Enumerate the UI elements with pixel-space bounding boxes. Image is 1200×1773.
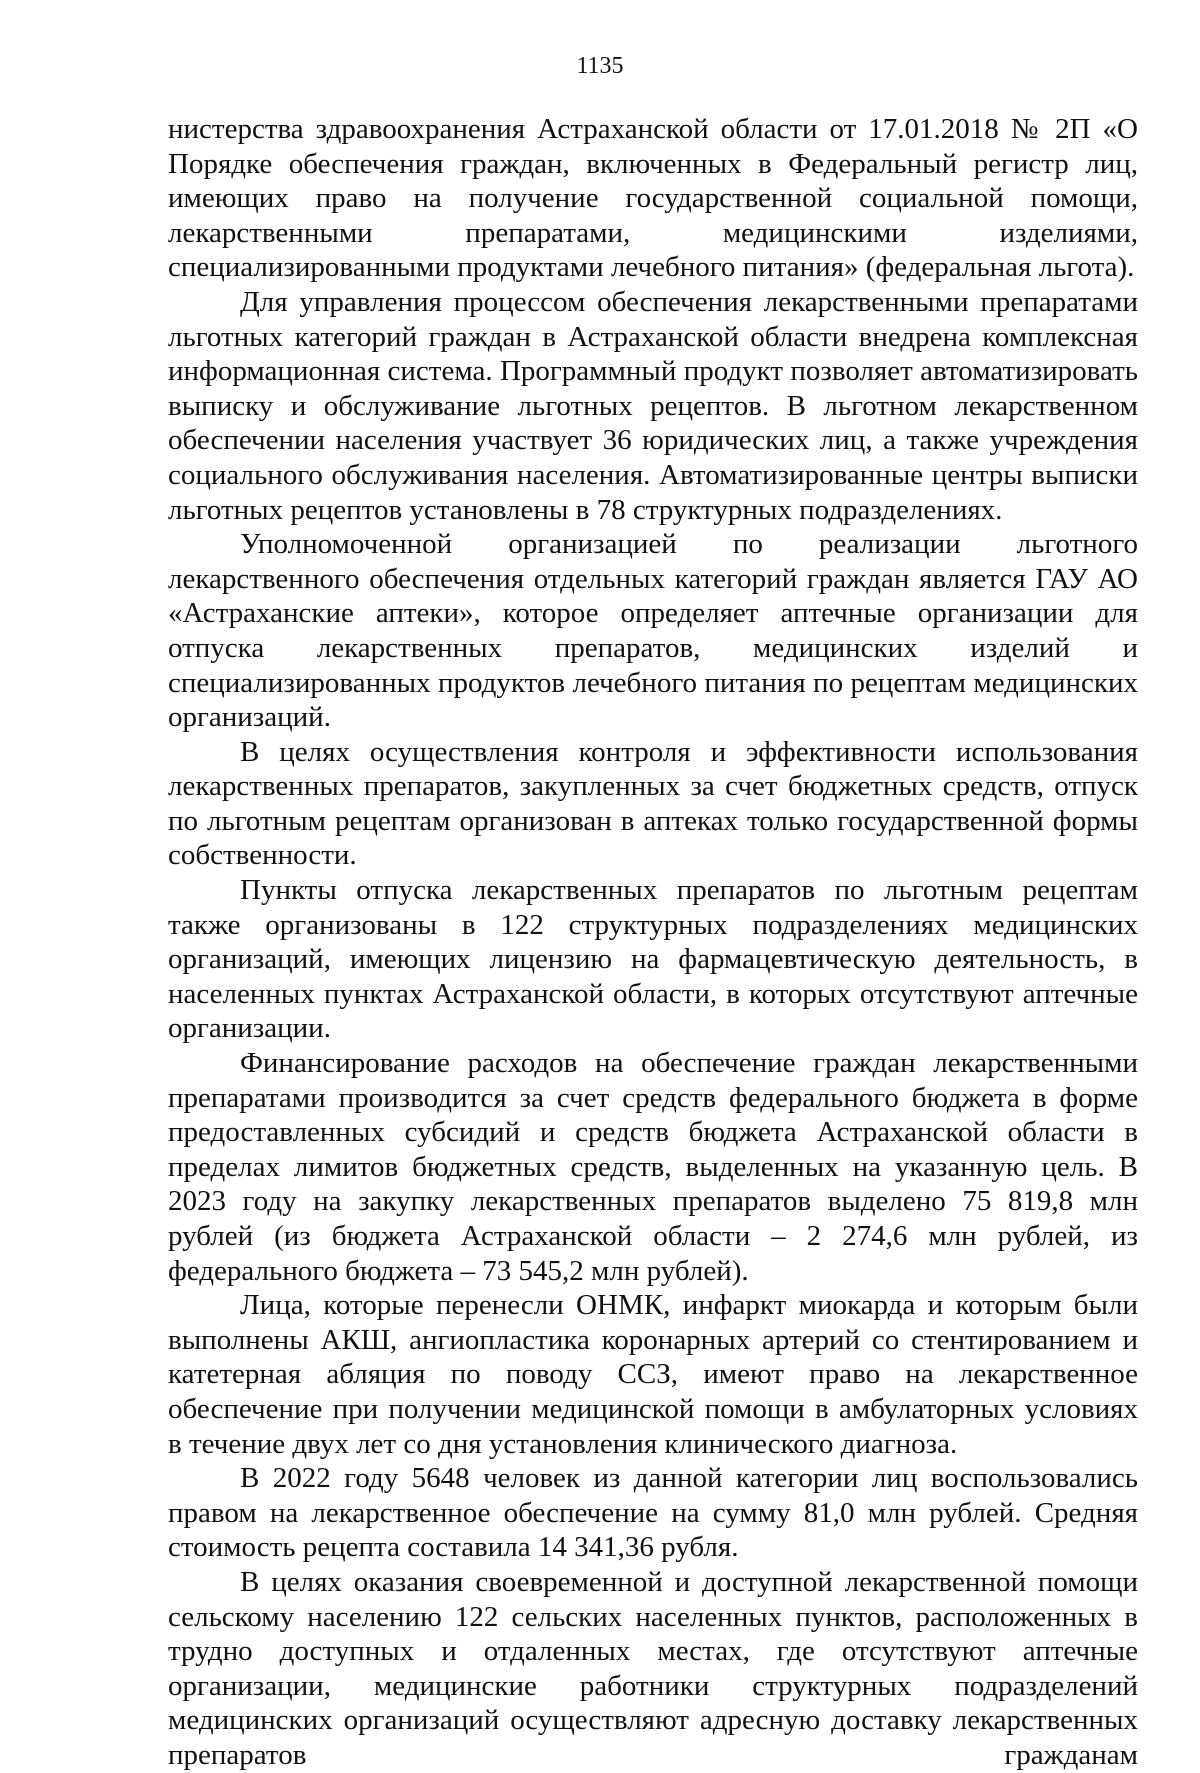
paragraph-5: Пункты отпуска лекарственных препаратов по льготным рецептам также организованы в 122 структурных подразделениях медицинских организаций, имеющих лицензию на фармацевтическую деятельность, в населенных пунктах Астраханской области, в которых отсутствуют аптечные организации. [168,874,1138,1045]
paragraph-6: Финансирование расходов на обеспечение граждан лекарственными препаратами производится за счет средств федерального бюджета в форме предоставленных субсидий и средств бюджета Астраханской области в пределах лимитов бюджетных средств, выделенных на указанную цель. В 2023 году на закупку лекарственных препаратов выделено 75 819,8 млн рублей (из бюджета Астраханской области – 2 274,6 млн рублей, из федерального бюджета – 73 545,2 млн рублей). [168,1047,1138,1287]
paragraph-4: В целях осуществления контроля и эффективности использования лекарственных препаратов, закупленных за счет бюджетных средств, отпуск по льготным рецептам организован в аптеках только государственной формы собственности. [168,735,1138,872]
paragraph-1: нистерства здравоохранения Астраханской области от 17.01.2018 № 2П «О Порядке обеспечения граждан, включенных в Федеральный регистр лиц, имеющих право на получение государственной социальной помощи, лекарственными препаратами, медицинскими изделиями, специализированными продуктами лечебного питания» (федеральная льгота). [168,113,1138,284]
paragraph-7: Лица, которые перенесли ОНМК, инфаркт миокарда и которым были выполнены АКШ, ангиопластика коронарных артерий со стентированием и катетерная абляция по поводу ССЗ, имеют право на лекарственное обеспечение при получении медицинской помощи в амбулаторных условиях в течение двух лет со дня установления клинического диагноза. [168,1289,1138,1460]
paragraph-2: Для управления процессом обеспечения лекарственными препаратами льготных категорий граждан в Астраханской области внедрена комплексная информационная система. Программный продукт позволяет автоматизировать выписку и обслуживание льготных рецептов. В льготном лекарственном обеспечении населения участвует 36 юридических лиц, а также учреждения социального обслуживания населения. Автоматизированные центры выписки льготных рецептов установлены в 78 структурных подразделениях. [168,285,1138,526]
paragraph-8: В 2022 году 5648 человек из данной категории лиц воспользовались правом на лекарственное обеспечение на сумму 81,0 млн рублей. Средняя стоимость рецепта составила 14 341,36 рубля. [168,1462,1138,1564]
paragraph-9: В целях оказания своевременной и доступной лекарственной помощи сельскому населению 122 сельских населенных пунктов, расположенных в трудно доступных и отдаленных местах, где отсутствуют аптечные организации, медицинские работники структурных подразделений медицинских организаций осуществляют адресную доставку лекарственных препаратов гражданам [168,1565,1138,1771]
page-number: 1135 [576,53,624,79]
body-text [168,112,1138,1773]
paragraph-3: Уполномоченной организацией по реализации льготного лекарственного обеспечения отдельных категорий граждан является ГАУ АО «Астраханские аптеки», которое определяет аптечные организации для отпуска лекарственных препаратов, медицинских изделий и специализированных продуктов лечебного питания по рецептам медицинских организаций. [168,528,1138,734]
